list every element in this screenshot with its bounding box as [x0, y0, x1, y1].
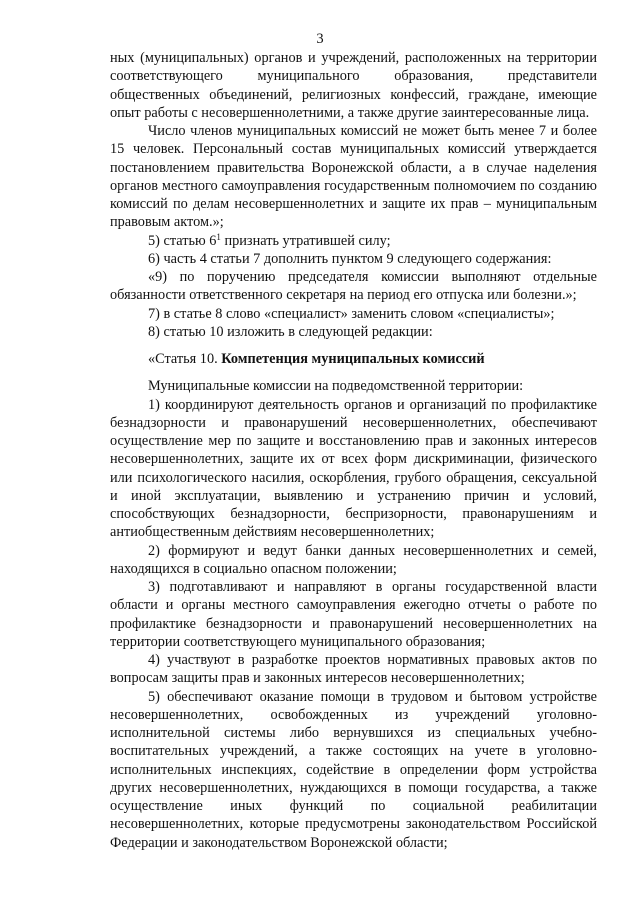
item-5-text-before: 5) статью 6 — [148, 232, 217, 249]
paragraph-commission-size: Число членов муниципальных комиссий не может быть менее 7 и более 15 человек. Персональный состав муниципальных комиссий утверждается постановлением правительства Воронежской области, а в случае наделения органов местного самоуправления государственным полномочием по созданию комиссий по делам несовершеннолетних и защите их прав – муниципальным правовым актом.»; — [110, 123, 597, 231]
paragraph-continuation: ных (муниципальных) органов и учреждений, расположенных на территории соответствующего муниципального образования, представители общественных объединений, религиозных конфессий, граждане, имеющие опыт работы с несовершеннолетними, а также другие заинтересованные лица. — [110, 50, 597, 121]
paragraph-article-intro: Муниципальные комиссии на подведомственной территории: — [148, 378, 524, 395]
article-10-heading — [110, 350, 597, 368]
paragraph-competence-3: 3) подготавливают и направляют в органы государственной власти области и органы местного самоуправления ежегодно отчеты о работе по профилактике безнадзорности и правонарушений несовершеннолетних на территории соответствующего муниципального образования; — [110, 579, 597, 650]
item-5-text-after: признать утратившей силу; — [220, 232, 391, 249]
page-number: 3 — [316, 31, 324, 47]
paragraph-item-6: 6) часть 4 статьи 7 дополнить пунктом 9 следующего содержания: — [148, 250, 552, 267]
item-5-superscript: 1 — [216, 231, 221, 242]
article-10-prefix: «Статья 10. — [148, 351, 222, 367]
article-10-title: Компетенция муниципальных комиссий — [221, 351, 485, 367]
paragraph-item-9-quote: «9) по поручению председателя комиссии выполняют отдельные обязанности ответственного секретаря на период его отпуска или болезни.»; — [110, 269, 597, 304]
paragraph-item-7: 7) в статье 8 слово «специалист» заменить словом «специалисты»; — [148, 305, 555, 322]
paragraph-item-8: 8) статью 10 изложить в следующей редакции: — [148, 323, 433, 340]
paragraph-competence-1: 1) координируют деятельность органов и организаций по профилактике безнадзорности и правонарушений несовершеннолетних, обеспечивают осуществление мер по защите и восстановлению прав и законных интересов несовершеннолетних, защите их от всех форм дискриминации, физического или психологического насилия, оскорбления, грубого обращения, сексуальной и иной эксплуатации, выявлению и устранению причин и условий, способствующих безнадзорности, беспризорности, правонарушениям и антиобщественным действиям несовершеннолетних; — [110, 396, 597, 541]
paragraph-competence-4: 4) участвуют в разработке проектов нормативных правовых актов по вопросам защиты прав и законных интересов несовершеннолетних; — [110, 652, 597, 687]
paragraph-item-5 — [110, 232, 597, 250]
paragraph-competence-5: 5) обеспечивают оказание помощи в трудовом и бытовом устройстве несовершеннолетних, освобожденных из учреждений уголовно-исполнительной системы либо вернувшихся из специальных учебно-воспитательных учреждений, а также состоящих на учете в уголовно-исполнительных инспекциях, содействие в определении форм устройства других несовершеннолетних, нуждающихся в помощи государства, а также осуществление иных функций по социальной реабилитации несовершеннолетних, которые предусмотрены законодательством Российской Федерации и законодательством Воронежской области; — [110, 688, 597, 851]
document-body — [110, 49, 597, 852]
paragraph-competence-2: 2) формируют и ведут банки данных несовершеннолетних и семей, находящихся в социально опасном положении; — [110, 542, 597, 577]
